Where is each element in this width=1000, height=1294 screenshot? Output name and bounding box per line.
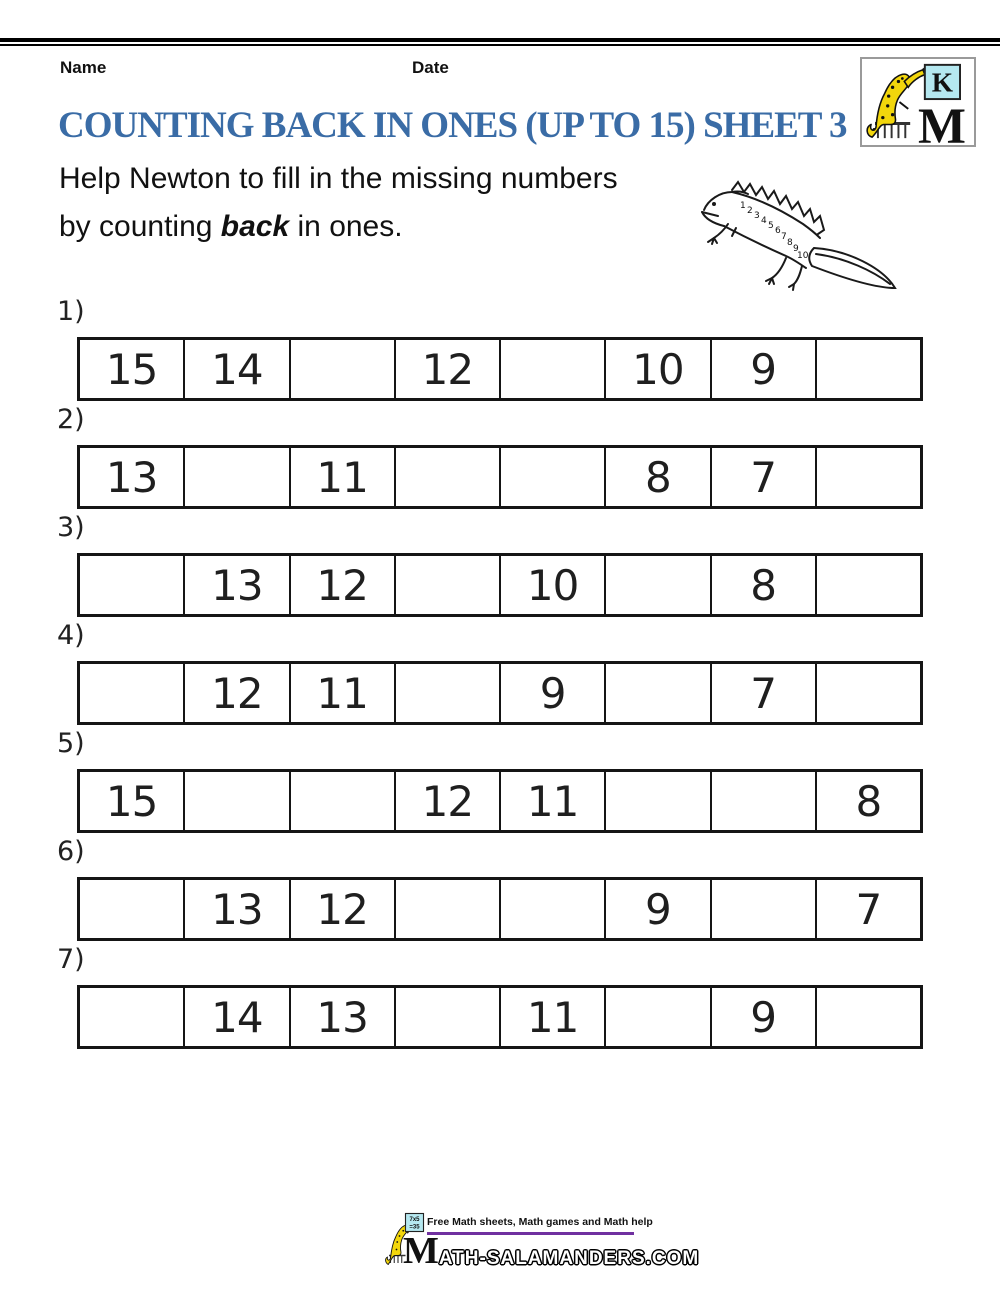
blank-fill-in-cell[interactable] (817, 988, 920, 1046)
number-cell: 12 (396, 340, 501, 398)
worksheet-row (0, 512, 1000, 618)
page-title: COUNTING BACK IN ONES (UP TO 15) SHEET 3 (58, 105, 847, 146)
newt-icon (698, 176, 908, 294)
number-cell: 15 (80, 772, 185, 830)
board-equation-bottom: =35 (409, 1224, 420, 1231)
number-cell: 12 (396, 772, 501, 830)
logo-m-letter: M (918, 98, 966, 145)
blank-fill-in-cell[interactable] (817, 448, 920, 506)
number-cell: 9 (606, 880, 711, 938)
svg-text:4: 4 (761, 216, 767, 226)
instruction-line-1: Help Newton to fill in the missing numbers (59, 162, 618, 195)
number-cell: 14 (185, 340, 290, 398)
blank-fill-in-cell[interactable] (291, 340, 396, 398)
number-strip (77, 985, 923, 1049)
top-rule-thin (0, 44, 1000, 46)
row-label: 7) (57, 944, 85, 975)
row-label: 1) (57, 296, 85, 327)
row-label: 4) (57, 620, 85, 651)
number-strip (77, 769, 923, 833)
board-equation-top: 7x5 (409, 1217, 420, 1223)
number-cell: 8 (712, 556, 817, 614)
worksheet-row (0, 620, 1000, 726)
blank-fill-in-cell[interactable] (606, 988, 711, 1046)
worksheet-row (0, 836, 1000, 942)
number-cell: 12 (291, 556, 396, 614)
number-cell: 8 (855, 776, 882, 826)
number-cell: 11 (501, 988, 606, 1046)
site-name-text: ATH-SALAMANDERS.COM (438, 1248, 700, 1269)
blank-fill-in-cell[interactable] (501, 340, 606, 398)
number-cell: 9 (501, 664, 606, 722)
number-cell: 11 (501, 772, 606, 830)
number-cell: 13 (185, 556, 290, 614)
number-cell: 7 (712, 664, 817, 722)
row-label: 6) (57, 836, 85, 867)
svg-text:1: 1 (740, 201, 746, 211)
salamander-eye (901, 77, 904, 80)
number-cell: 10 (606, 340, 711, 398)
blank-fill-in-cell[interactable] (712, 880, 817, 938)
blank-fill-in-cell[interactable] (396, 556, 501, 614)
top-rule-thick (0, 38, 1000, 42)
blank-fill-in-cell[interactable] (501, 448, 606, 506)
salamander-foreleg (899, 102, 908, 109)
blank-fill-in-cell[interactable] (817, 664, 920, 722)
number-strip (77, 445, 923, 509)
logo-k-letter: K (931, 67, 954, 98)
blank-fill-in-cell[interactable] (80, 880, 185, 938)
blank-fill-in-cell[interactable] (606, 664, 711, 722)
blank-fill-in-cell[interactable] (80, 664, 185, 722)
blank-fill-in-cell[interactable] (817, 556, 920, 614)
number-cell: 7 (855, 884, 882, 934)
blank-fill-in-cell[interactable] (606, 772, 711, 830)
number-cell: 12 (185, 664, 290, 722)
svg-text:2: 2 (747, 206, 753, 216)
svg-text:10: 10 (797, 251, 809, 261)
number-cell: 13 (291, 988, 396, 1046)
blank-fill-in-cell[interactable] (185, 448, 290, 506)
worksheet-row (0, 296, 1000, 402)
instruction-line-2: by counting back in ones. (59, 210, 403, 243)
blank-fill-in-cell[interactable] (396, 664, 501, 722)
blank-fill-in-cell[interactable] (501, 880, 606, 938)
svg-text:5: 5 (768, 221, 774, 231)
number-cell: 7 (712, 448, 817, 506)
blank-fill-in-cell[interactable] (80, 556, 185, 614)
number-cell: 11 (291, 664, 396, 722)
number-cell: 8 (606, 448, 711, 506)
number-cell: 15 (80, 340, 185, 398)
salamander-arm (904, 70, 925, 88)
emphasis-back: back (220, 210, 290, 243)
number-cell: 14 (185, 988, 290, 1046)
svg-text:6: 6 (775, 226, 781, 236)
blank-fill-in-cell[interactable] (291, 772, 396, 830)
number-cell: 10 (501, 556, 606, 614)
number-cell: 11 (291, 448, 396, 506)
number-strip (77, 337, 923, 401)
blank-fill-in-cell[interactable] (185, 772, 290, 830)
worksheet-row (0, 944, 1000, 1050)
number-cell: 13 (185, 880, 290, 938)
newt-count-numbers (740, 201, 809, 261)
blank-fill-in-cell[interactable] (396, 448, 501, 506)
number-cell: 12 (291, 880, 396, 938)
number-cell: 13 (80, 448, 185, 506)
footer-tagline: Free Math sheets, Math games and Math help (427, 1216, 653, 1228)
row-label: 2) (57, 404, 85, 435)
instructions (59, 155, 679, 251)
worksheet-row (0, 728, 1000, 834)
site-logo (860, 57, 976, 147)
number-strip (77, 661, 923, 725)
blank-fill-in-cell[interactable] (712, 772, 817, 830)
salamander-logo-icon (862, 59, 974, 145)
blank-fill-in-cell[interactable] (396, 880, 501, 938)
number-cell: 9 (712, 988, 817, 1046)
date-label: Date (412, 58, 449, 77)
blank-fill-in-cell[interactable] (606, 556, 711, 614)
site-wordmark (403, 1232, 699, 1270)
svg-text:8: 8 (787, 238, 793, 248)
worksheet-row (0, 404, 1000, 510)
blank-fill-in-cell[interactable] (396, 988, 501, 1046)
name-label: Name (60, 58, 107, 77)
svg-text:7: 7 (781, 232, 787, 242)
row-label: 5) (57, 728, 85, 759)
svg-text:9: 9 (793, 244, 799, 254)
site-initial-m: M (403, 1230, 439, 1272)
footer (383, 1210, 700, 1272)
number-strip (77, 877, 923, 941)
blank-fill-in-cell[interactable] (817, 340, 920, 398)
newt-illustration (698, 176, 908, 294)
row-label: 3) (57, 512, 85, 543)
blank-fill-in-cell[interactable] (80, 988, 185, 1046)
svg-text:3: 3 (754, 211, 760, 221)
number-strip (77, 553, 923, 617)
number-cell: 9 (712, 340, 817, 398)
